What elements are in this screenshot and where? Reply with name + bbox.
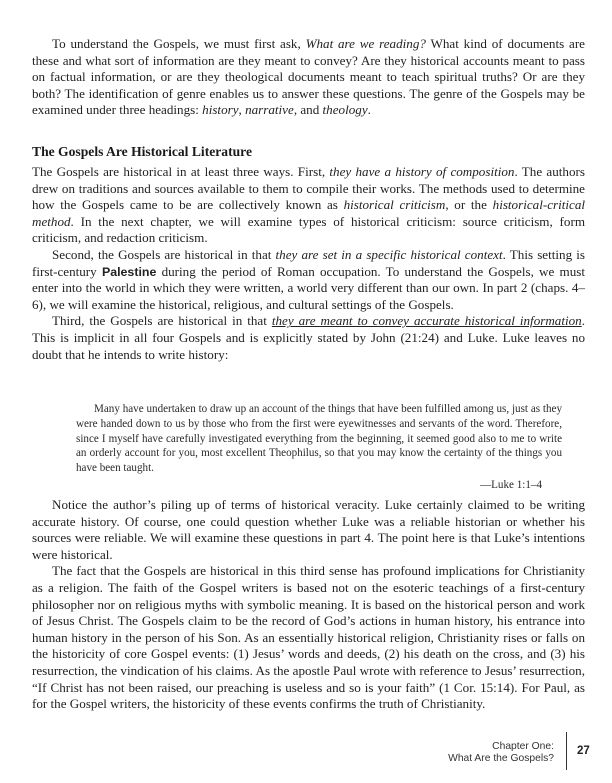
- running-footer: [448, 741, 554, 766]
- section-heading: The Gospels Are Historical Literature: [32, 144, 252, 159]
- intro-paragraph: [32, 36, 585, 119]
- section-paragraph-4: Notice the author’s piling up of terms of historical veracity. Luke certainly claimed to be writing accurate history. Of course, one could question whether Luke was a reliable historian or whether his sources were reliable. We will examine these questions in part 4. The point here is that Luke’s intentions were historical.: [32, 497, 585, 562]
- p1-text-a: The Gospels are historical in at least three ways. First,: [32, 164, 330, 179]
- p2-text-c: . This setting is first-century: [32, 246, 585, 279]
- block-quote: Many have undertaken to draw up an account of the things that have been fulfilled among us, just as they were handed down to us by those who from the first were eyewitnesses and servants of the word. Therefore, since I myself have carefully investigated everything from the beginning, it seemed good also to me to write an orderly account for you, most excellent Theophilus, so that you may know the certainty of the things you have been taught.: [76, 403, 562, 475]
- section-paragraph-1: [32, 164, 585, 247]
- p3-emphasis-information: they are meant to convey accurate historical information: [271, 313, 582, 329]
- section-paragraph-5: The fact that the Gospels are historical in this third sense has profound implications for Christianity as a religion. The faith of the Gospel writers is based not on the esoteric teachings of a first-century philosopher nor on religious myths with symbolic meaning. It is based on the historical person and work of Jesus Christ. The Gospels claim to be the record of God’s actions in human history, his entrance into human history in the person of his Son. As an essentially historical religion, Christianity rises or falls on the historicity of core Gospel events: (1) Jesus’ words and deeds, (2) his death on the cross, and (3) his resurrection, the vindication of his claims. As the apostle Paul wrote with reference to Jesus’ resurrection, “If Christ has not been raised, our preaching is useless and so is your faith” (1 Cor. 15:14). For Paul, as for the Gospel writers, the historicity of these events confirms the truth of Christianity.: [32, 563, 585, 712]
- p1-text-c: . The authors drew on traditions and sources available to them to compile their works. The methods used to determine how the Gospels came to be are collectively known as: [32, 164, 585, 213]
- section-paragraph-2: [32, 247, 585, 313]
- footer-divider: [566, 732, 567, 770]
- intro-sep-1: ,: [238, 102, 246, 118]
- p3-text-a: Third, the Gospels are historical in that: [52, 313, 272, 329]
- quote-reference: —Luke 1:1–4: [480, 479, 542, 491]
- p1-term-historical-criticism: historical criticism: [343, 197, 446, 213]
- p1-term-historical-critical-method: historical-critical method: [32, 197, 586, 229]
- p1-text-e: , or the: [445, 197, 493, 213]
- p1-emphasis-composition: they have a history of composition: [329, 164, 515, 179]
- footer-chapter-title: What Are the Gospels?: [448, 753, 554, 765]
- intro-paragraph-block: [32, 36, 585, 119]
- section-block: [32, 143, 585, 363]
- p2-text-e: during the period of Roman occupation. To understand the Gospels, we must enter into the world in which they were written, a world very different than our own. In part 2 (chaps. 4–6), we will examine the historical, religious, and cultural settings of the Gospels.: [32, 263, 585, 312]
- p2-text-a: Second, the Gospels are historical in that: [52, 246, 276, 262]
- heading-term-history: history: [202, 102, 239, 118]
- intro-question: What are we reading?: [305, 36, 426, 51]
- intro-text-1: To understand the Gospels, we must first ask,: [52, 36, 306, 51]
- section-paragraph-3: [32, 313, 585, 363]
- intro-text-2: What kind of documents are these and what sort of information are they meant to convey? Are they historical accounts meant to pass on factual information, or are they theological documents meant to teach spiritual truths? Or are they both? The identification of genre enables us to answer these questions. The genre of the Gospels may be examined under three headings:: [32, 36, 585, 118]
- page-number: 27: [577, 745, 590, 757]
- p1-text-g: . In the next chapter, we will examine types of historical criticism: source criticism, form criticism, and redaction criticism.: [32, 213, 585, 246]
- heading-term-theology: theology: [322, 102, 368, 118]
- heading-term-narrative: narrative: [245, 102, 294, 118]
- intro-sep-2: , and: [293, 102, 323, 118]
- footer-chapter: Chapter One:: [492, 741, 554, 752]
- p3-text-c: . This is implicit in all four Gospels and is explicitly stated by John (21:24) and Luke. Luke leaves no doubt that he intends to write history:: [32, 313, 585, 362]
- p2-emphasis-context: they are set in a specific historical context: [275, 246, 503, 262]
- intro-end: .: [367, 102, 371, 118]
- glossary-term-palestine: Palestine: [101, 264, 157, 279]
- closing-paragraphs: [32, 497, 585, 713]
